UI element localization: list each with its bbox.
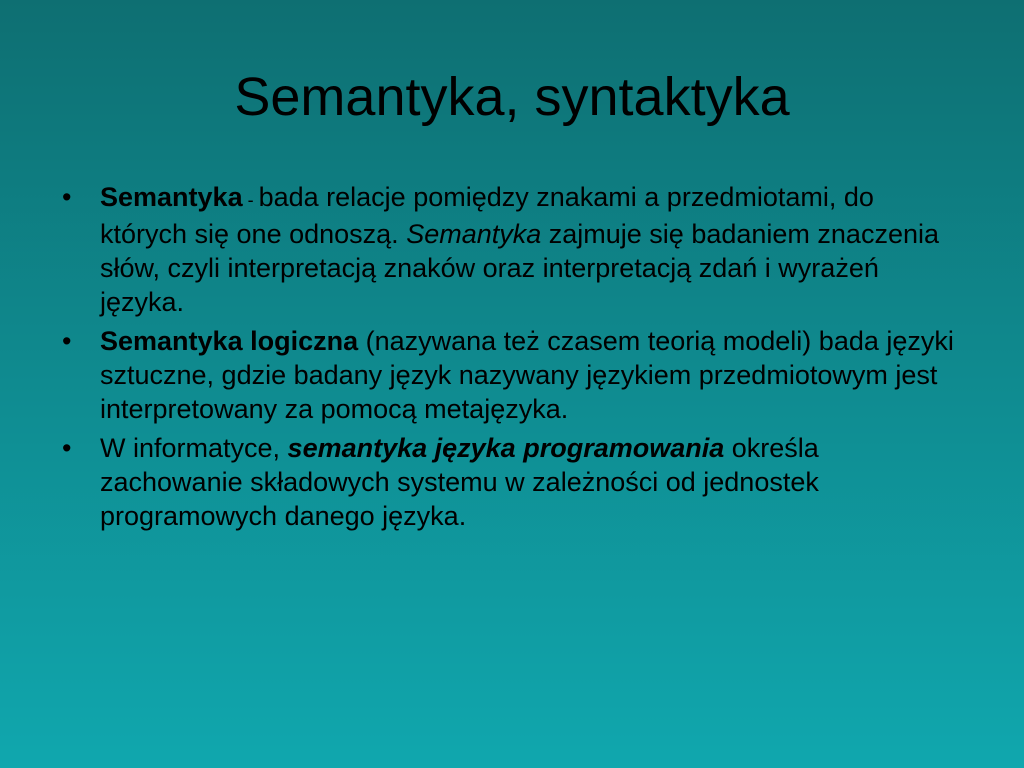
bullet-text: określa zachowanie składowych systemu w zależności od jednostek programowych danego języka. [100, 433, 819, 531]
bullet-dash: - [242, 190, 259, 210]
bullet-text: (nazywana też czasem teorią modeli) bada języki sztuczne, gdzie badany język nazywany językiem przedmiotowym jest interpretowany za pomocą metajęzyka. [100, 326, 954, 424]
bullet-item-semantyka [58, 180, 958, 319]
bullet-text-continued: zajmuje się badaniem znaczenia słów, czyli interpretacją znaków oraz interpretacją zdań i wyrażeń języka. [100, 219, 939, 317]
bullet-term: semantyka języka programowania [287, 433, 725, 463]
bullet-marker: • [62, 433, 72, 463]
bullet-marker: • [62, 182, 72, 212]
bullet-term: Semantyka logiczna [100, 326, 359, 356]
bullet-list [58, 180, 958, 538]
bullet-item-informatyka [58, 431, 958, 533]
slide-title: Semantyka, syntaktyka [234, 67, 790, 127]
bullet-italic-term: Semantyka [406, 219, 542, 249]
bullet-item-semantyka-logiczna [58, 324, 958, 426]
bullet-text: bada relacje pomiędzy znakami a przedmiotami, do których się one odnoszą. [100, 182, 874, 249]
bullet-prefix: W informatyce, [100, 433, 288, 463]
bullet-term: Semantyka [100, 182, 243, 212]
bullet-marker: • [62, 326, 72, 356]
